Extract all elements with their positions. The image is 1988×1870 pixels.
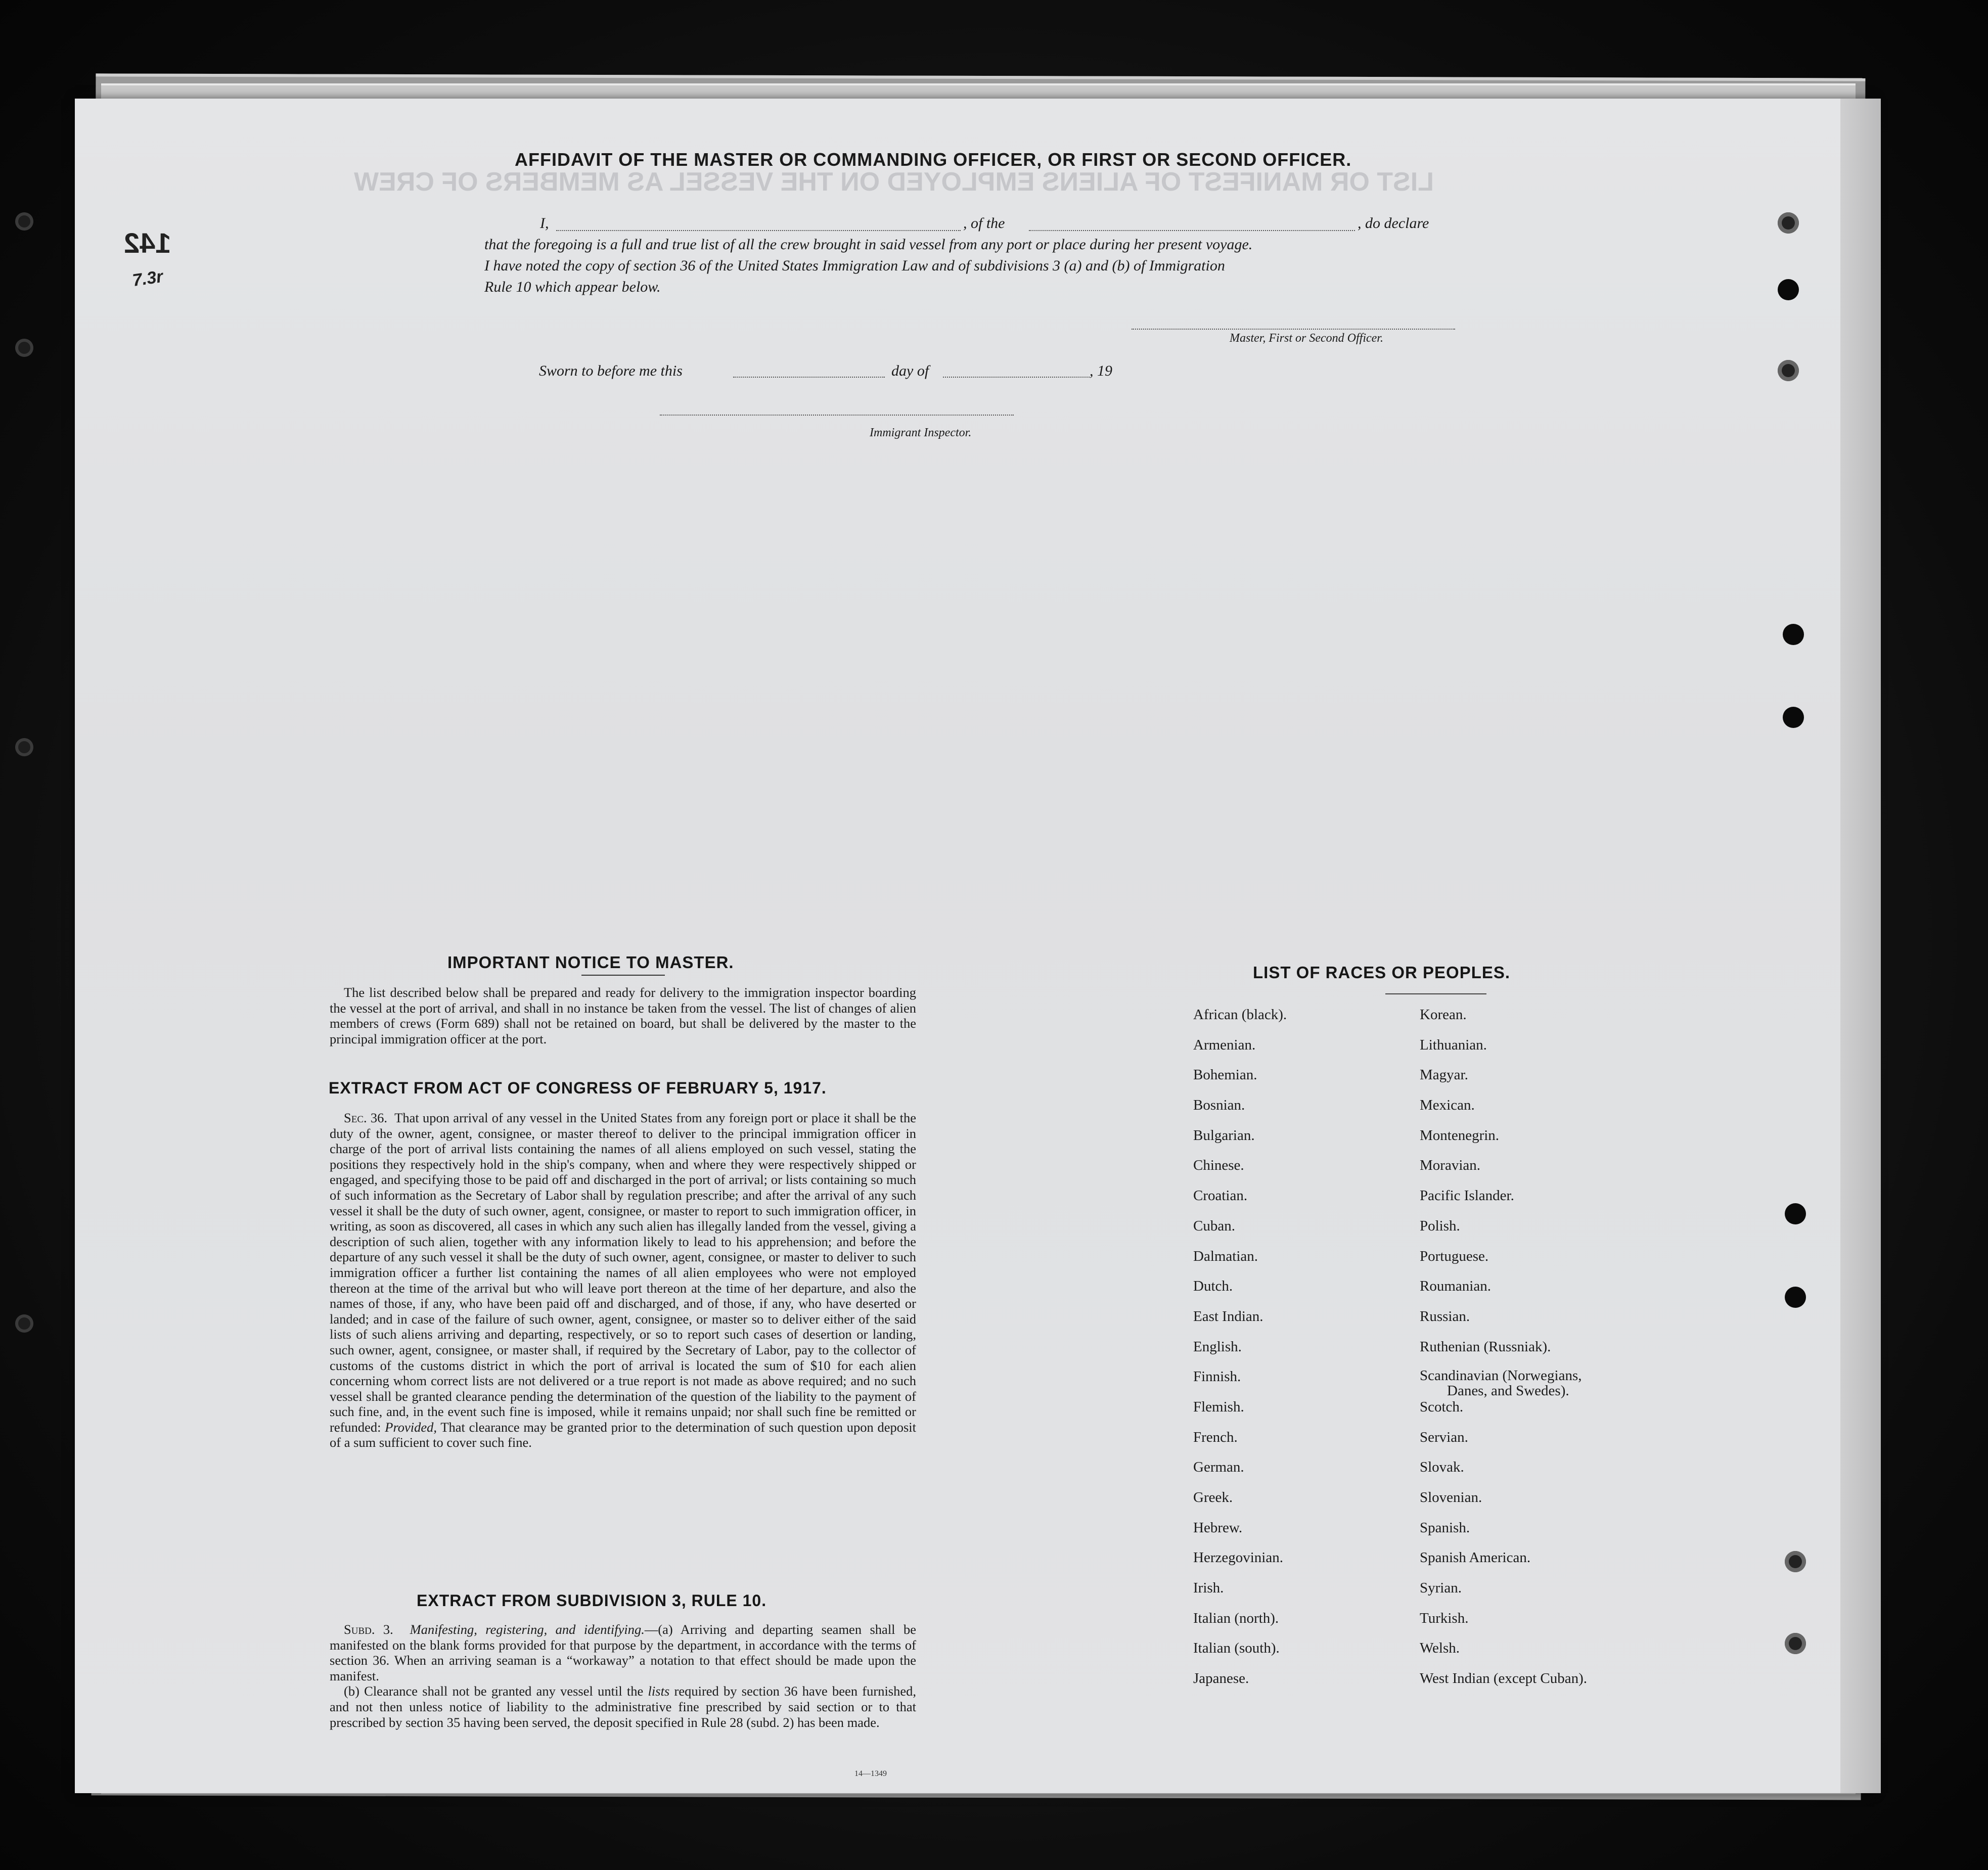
notice-title: IMPORTANT NOTICE TO MASTER. (447, 953, 734, 972)
race-scandinavian-line2: Danes, and Swedes). (1447, 1383, 1569, 1399)
sec-36-paragraph (330, 1110, 916, 1450)
race-item: Pacific Islander. (1420, 1188, 1514, 1204)
race-item: Welsh. (1420, 1640, 1460, 1657)
punch-hole (1778, 279, 1799, 300)
notice-text: The list described below shall be prepared and ready for delivery to the immigration inspector boarding the vessel at the port of arrival, and shall in no instance be taken from the vessel. The list of changes of alien members of crews (Form 689) shall not be retained on board, but shall be delivered by the master to the principal immigration officer at the port. (330, 985, 916, 1046)
punch-hole (1785, 1633, 1806, 1654)
race-item: Italian (south). (1193, 1640, 1280, 1657)
race-item: Magyar. (1420, 1067, 1468, 1083)
handwritten-mark: 7.3r (131, 266, 164, 291)
show-through-title: LIST OR MANIFEST OF ALIENS EMPLOYED ON THE VESSEL AS MEMBERS OF CREW (354, 167, 1434, 197)
races-title: LIST OF RACES OR PEOPLES. (1253, 963, 1511, 982)
race-item: Spanish American. (1420, 1549, 1531, 1566)
race-item: Bohemian. (1193, 1067, 1257, 1083)
form-number: 14—1349 (854, 1769, 887, 1778)
para-b-label: (b) (344, 1683, 359, 1699)
subd-3-heading: Manifesting, registering, and identifying. (410, 1622, 645, 1637)
race-item: Montenegrin. (1420, 1127, 1500, 1144)
affidavit-i: I, (540, 215, 549, 232)
punch-hole (1785, 1287, 1806, 1308)
affidavit-line-2: that the foregoing is a full and true list of all the crew brought in said vessel from any port or place during her present voyage. (484, 236, 1253, 253)
race-item: West Indian (except Cuban). (1420, 1670, 1588, 1687)
vessel-blank[interactable] (1029, 230, 1355, 231)
para-b-text-2: required by section 36 have been furnished, and not then unless notice of liability to the administrative fine prescribed by said section or to that prescribed by section 35 having been served, the deposit specified in Rule 28 (subd. 2) has been made. (330, 1683, 917, 1730)
race-item: Polish. (1420, 1217, 1460, 1234)
race-item: Turkish. (1420, 1610, 1469, 1626)
race-item: Chinese. (1193, 1157, 1244, 1174)
races-title-underline (1385, 993, 1486, 994)
race-scandinavian-line1: Scandinavian (Norwegians, (1420, 1367, 1582, 1384)
race-item: Ruthenian (Russniak). (1420, 1338, 1551, 1355)
race-item: Dalmatian. (1193, 1248, 1258, 1264)
races-left-column (1193, 1006, 1287, 1700)
punch-hole (1785, 1551, 1806, 1572)
master-signature-line[interactable] (1132, 329, 1455, 330)
sec-36-label: Sec. 36. (344, 1110, 388, 1125)
race-item: Cuban. (1193, 1217, 1235, 1234)
inspector-signature-label: Immigrant Inspector. (870, 426, 972, 439)
binder-hole (15, 212, 33, 231)
race-item: Hebrew. (1193, 1519, 1243, 1536)
race-item: Lithuanian. (1420, 1036, 1487, 1053)
affidavit-of-the: , of the (963, 215, 1005, 232)
affidavit-line-4: Rule 10 which appear below. (484, 279, 661, 295)
race-item: Spanish. (1420, 1519, 1470, 1536)
sworn-month-blank[interactable] (943, 377, 1090, 378)
race-item: Scotch. (1420, 1398, 1464, 1415)
binder-hole (15, 738, 33, 756)
race-item: Syrian. (1420, 1580, 1462, 1597)
notice-paragraph (330, 985, 916, 1046)
race-item: Slovenian. (1420, 1489, 1482, 1506)
race-item: Croatian. (1193, 1188, 1248, 1204)
year-text: , 19 (1090, 362, 1112, 379)
race-item: Herzegovinian. (1193, 1549, 1283, 1566)
name-blank[interactable] (556, 230, 961, 231)
manifest-page (75, 99, 1875, 1793)
binder-hole (15, 1314, 33, 1333)
race-item: Japanese. (1193, 1670, 1249, 1687)
race-item: Italian (north). (1193, 1610, 1279, 1626)
para-b-text-1: Clearance shall not be granted any vessel until the (364, 1683, 644, 1699)
rule-extract-title: EXTRACT FROM SUBDIVISION 3, RULE 10. (417, 1591, 767, 1610)
race-item: Finnish. (1193, 1369, 1241, 1385)
notice-title-underline (581, 975, 665, 976)
master-signature-label: Master, First or Second Officer. (1230, 332, 1383, 345)
race-item: Korean. (1420, 1007, 1467, 1023)
subd-3-paragraphs (330, 1622, 916, 1730)
sec-36-text-end: That clearance may be granted prior to the determination of such question upon deposit of a sum sufficient to cover such fine. (330, 1419, 917, 1450)
sworn-day-blank[interactable] (733, 377, 885, 378)
race-item: African (black). (1193, 1007, 1287, 1023)
punch-hole (1778, 360, 1799, 381)
act-extract-title: EXTRACT FROM ACT OF CONGRESS OF FEBRUARY 5, 1917. (329, 1079, 827, 1097)
race-item: Servian. (1420, 1429, 1468, 1445)
para-b-lists: lists (648, 1683, 670, 1699)
race-item (1420, 1368, 1587, 1398)
punch-hole (1778, 212, 1799, 234)
race-item: Armenian. (1193, 1036, 1256, 1053)
race-item: East Indian. (1193, 1308, 1263, 1325)
race-item: Flemish. (1193, 1398, 1244, 1415)
affidavit-title: AFFIDAVIT OF THE MASTER OR COMMANDING OFFICER, OR FIRST OR SECOND OFFICER. (515, 149, 1352, 170)
races-right-column (1420, 1006, 1587, 1700)
sec-36-text: That upon arrival of any vessel in the United States from any foreign port or place it shall be the duty of the owner, agent, consignee, or master thereof to deliver to the principal immigration officer in charge of the port of arrival lists containing the names of all aliens employed on such vessel, stating the positions they respectively hold in the ship's company, when and where they were respectively shipped or engaged, and specifying those to be paid off and discharged in the port of arrival; or lists containing so much of such information as the Secretary of Labor shall by regulation prescribe; and after the arrival of any such vessel it shall be the duty of such owner, agent, consignee, or master to report to such immigration officer, in writing, as soon as discovered, all cases in which any such alien has illegally landed from the vessel, giving a description of such alien, together with any information likely to lead to his apprehension; and before the departure of any such vessel it shall be the duty of such owner, agent, consignee, or master to deliver to such immigration officer a further list containing the names of all alien employees who were not employed thereon at the time of the arrival but who will leave port thereon at the time of her departure, and also the names of those, if any, who have been paid off and discharged, and of those, if any, who have deserted or landed; and in case of the failure of such owner, agent, consignee, or master so to deliver either of the said lists of such aliens arriving and departing, respectively, or so to report such cases of desertion or landing, such owner, agent, consignee, or master shall, if required by the Secretary of Labor, pay to the collector of customs of the customs district in which the port of arrival is located the sum of $10 for each alien concerning whom correct lists are not delivered or a true report is not made as above required; and no such vessel shall be granted clearance pending the determination of the question of the liability to the payment of such fine, and, in the event such fine is imposed, while it remains unpaid; nor shall such fine be remitted or refunded: (330, 1110, 916, 1435)
race-item: German. (1193, 1459, 1244, 1476)
sworn-text: Sworn to before me this (539, 362, 683, 379)
race-item: Moravian. (1420, 1157, 1480, 1174)
punch-hole (1783, 707, 1804, 728)
race-item: Slovak. (1420, 1459, 1464, 1476)
race-item: French. (1193, 1429, 1238, 1445)
race-item: Dutch. (1193, 1278, 1233, 1295)
inspector-signature-line[interactable] (660, 415, 1014, 416)
page-edge-strip (1840, 99, 1881, 1793)
race-item: Irish. (1193, 1580, 1224, 1597)
race-item: English. (1193, 1338, 1242, 1355)
punch-hole (1783, 624, 1804, 645)
day-of-text: day of (891, 362, 929, 379)
provided-word: Provided, (385, 1419, 437, 1435)
race-item: Bulgarian. (1193, 1127, 1255, 1144)
para-a-label: —(a) (644, 1622, 673, 1637)
race-item: Mexican. (1420, 1097, 1475, 1114)
affidavit-declare: , do declare (1358, 215, 1429, 232)
race-item: Portuguese. (1420, 1248, 1489, 1264)
para-a-text: Arriving and departing seamen shall be manifested on the blank forms provided for that purpose by the department, in accordance with the terms of section 36. When an arriving seaman is a “workaway” a notation to that effect should be made upon the manifest. (330, 1622, 916, 1683)
page-number: 142 (124, 227, 171, 259)
subd-3-label: Subd. 3. (344, 1622, 393, 1637)
affidavit-line-3: I have noted the copy of section 36 of the United States Immigration Law and of subdivisions 3 (a) and (b) of Immigration (484, 257, 1225, 274)
race-item: Greek. (1193, 1489, 1233, 1506)
race-item: Bosnian. (1193, 1097, 1245, 1114)
binder-hole (15, 339, 33, 357)
punch-hole (1785, 1203, 1806, 1224)
race-item: Roumanian. (1420, 1278, 1491, 1295)
race-item: Russian. (1420, 1308, 1470, 1325)
